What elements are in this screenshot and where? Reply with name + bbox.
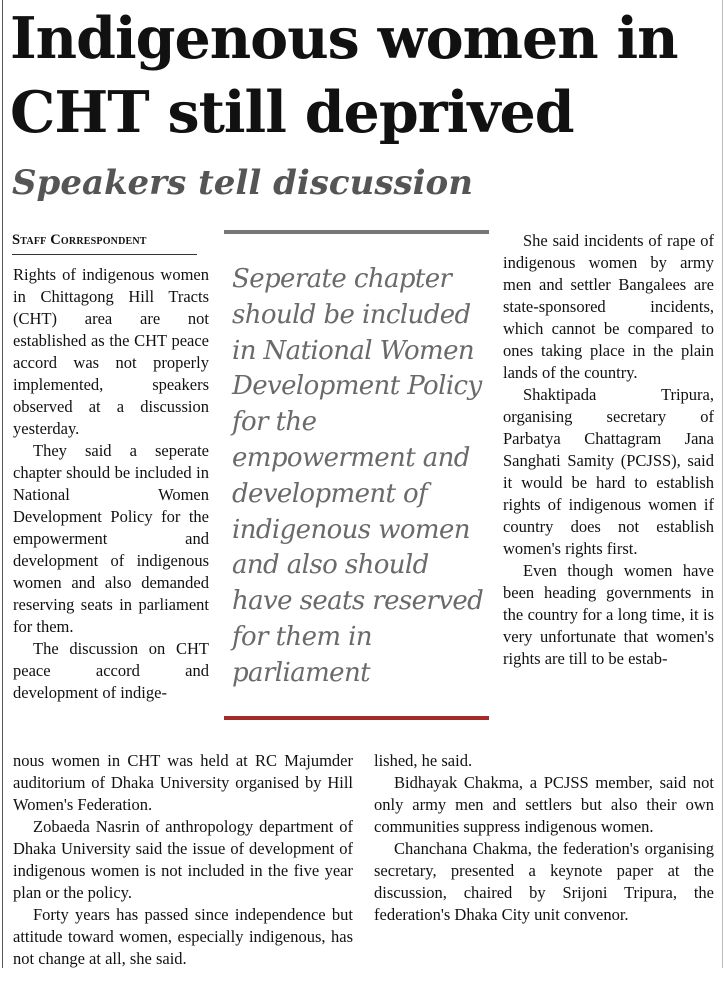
paragraph-3-start: The discussion on CHT peace accord and development of indige- (13, 639, 209, 702)
paragraph-1: Rights of indigenous women in Chittagong Hill Tracts (CHT) area are not established as the CHT peace accord was not properly implemented, speakers observed at a discussion yesterday. (13, 265, 209, 438)
column-right (503, 230, 714, 670)
paragraph-7: Shaktipada Tripura, organising secretary of Parbatya Chattagram Jana Sanghati Samity (PCJSS), said it would be hard to establish rights of indigenous women if country does not establish women's rights first. (503, 385, 714, 558)
paragraph-8-end: lished, he said. (374, 751, 473, 770)
paragraph-5: Forty years has passed since independence but attitude toward women, especially indigenous, has not change at all, she said. (13, 905, 353, 968)
page-border-right (722, 0, 723, 968)
paragraph-9: Bidhayak Chakma, a PCJSS member, said not only army men and settlers but also their own communities suppress indigenous women. (374, 773, 714, 836)
byline (12, 232, 197, 255)
paragraph-3-end: nous women in CHT was held at RC Majumder auditorium of Dhaka University organised by Hill Women's Federation. (13, 751, 353, 814)
column-bottom-right (374, 750, 714, 926)
page-border-left (2, 0, 3, 968)
paragraph-4: Zobaeda Nasrin of anthropology department of Dhaka University said the issue of development of indigenous women is not included in the five year plan or the policy. (13, 817, 353, 902)
subhead: Speakers tell discussion (12, 163, 473, 203)
pull-quote-top-rule (224, 230, 489, 234)
headline: Indigenous women in CHT still deprived (10, 5, 678, 146)
column-bottom-left (13, 750, 353, 970)
paragraph-2: They said a seperate chapter should be included in National Women Development Policy for the empowerment and development of indigenous women and also demanded reserving seats in parliament for them. (13, 441, 209, 636)
column-left (13, 264, 209, 704)
paragraph-10: Chanchana Chakma, the federation's organising secretary, presented a keynote paper at the discussion, chaired by Srijoni Tripura, the federation's Dhaka City unit convenor. (374, 839, 714, 924)
byline-text: Staff Correspondent (12, 232, 147, 248)
pull-quote-bottom-rule (224, 716, 489, 720)
pull-quote: Seperate chapter should be included in National Women Development Policy for the empowerment and development of indigenous women and also should have seats reserved for them in parliament (232, 264, 484, 688)
paragraph-6: She said incidents of rape of indigenous women by army men and settler Bangalees are state-sponsored incidents, which cannot be compared to ones taking place in the plain lands of the country. (503, 231, 714, 382)
paragraph-8-start: Even though women have been heading governments in the country for a long time, it is very unfortunate that women's rights are till to be estab- (503, 561, 714, 668)
